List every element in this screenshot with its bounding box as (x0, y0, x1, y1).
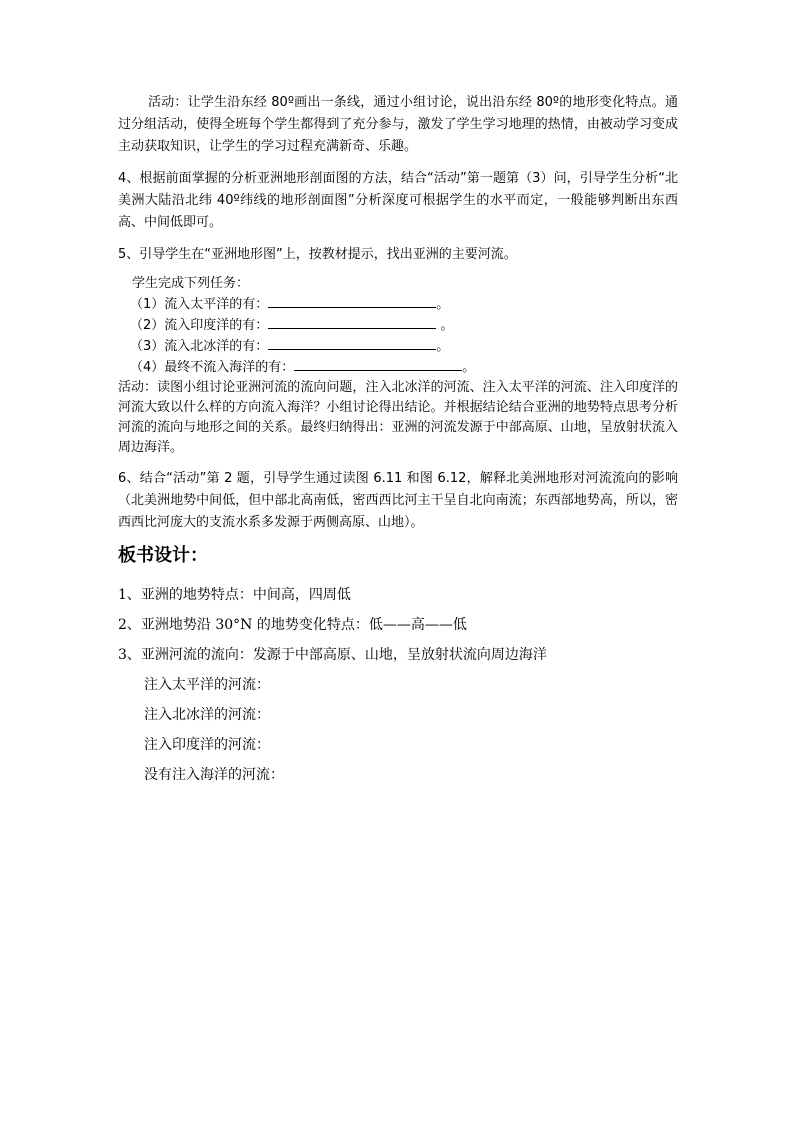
board-design-heading: 板书设计： (118, 545, 208, 566)
task-label: （4）最终不流入海洋的有： (130, 360, 295, 375)
task-label: （1）流入太平洋的有： (130, 297, 269, 312)
task-end: 。 (436, 297, 450, 312)
document-page (118, 92, 678, 790)
task-label: （2）流入印度洋的有： (130, 318, 269, 333)
task-end: 。 (462, 360, 476, 375)
board-line-2: 2、亚洲地势沿 30°N 的地势变化特点：低——高——低 (118, 617, 467, 633)
answer-blank[interactable] (294, 357, 462, 371)
task-item-indian (130, 315, 678, 336)
tasks-intro-text: 学生完成下列任务： (132, 276, 250, 291)
task-item-arctic (130, 336, 678, 357)
board-design-content (118, 580, 678, 790)
answer-blank[interactable] (268, 294, 436, 308)
task-list (130, 274, 678, 378)
activity-rivers-paragraph: 活动：读图小组讨论亚洲河流的流向问题，注入北冰洋的河流、注入太平洋的河流、注入印度洋的河流大致以什么样的方向流入海洋？小组讨论得出结论。并根据结论结合亚洲的地势特点思考分析河流的流向与地形之间的关系。最终归纳得出：亚洲的河流发源于中部高原、山地，呈放射状流入周边海洋。 (118, 380, 678, 455)
board-sub-inland: 没有注入海洋的河流： (144, 767, 284, 783)
board-sub-arctic: 注入北冰洋的河流： (144, 707, 270, 723)
item-5-paragraph: 5、引导学生在“亚洲地形图”上，按教材提示，找出亚洲的主要河流。 (118, 247, 517, 262)
board-line-3: 3、亚洲河流的流向：发源于中部高原、山地，呈放射状流向周边海洋 (118, 647, 547, 663)
board-line-1: 1、亚洲的地势特点：中间高，四周低 (118, 587, 351, 603)
task-end: 。 (436, 318, 454, 333)
task-item-inland (130, 357, 678, 378)
answer-blank[interactable] (268, 336, 436, 350)
board-sub-indian: 注入印度洋的河流： (144, 737, 270, 753)
tasks-intro (130, 274, 678, 294)
activity-80-paragraph: 活动：让学生沿东经 80º画出一条线，通过小组讨论，说出沿东经 80º的地形变化特点。通过分组活动，使得全班每个学生都得到了充分参与，激发了学生学习地理的热情，由被动学习变成主动获取知识，让学生的学习过程充满新奇、乐趣。 (118, 95, 678, 154)
item-4-paragraph: 4、根据前面掌握的分析亚洲地形剖面图的方法，结合“活动”第一题第（3）问，引导学生分析“北美洲大陆沿北纬 40º纬线的地形剖面图”分析深度可根据学生的水平而定，一般能够判断出东西高、中间低即可。 (118, 171, 678, 230)
item-6-paragraph: 6、结合“活动”第 2 题，引导学生通过读图 6.11 和图 6.12，解释北美洲地形对河流流向的影响（北美洲地势中间低，但中部北高南低，密西西比河主干呈自北向南流；东西部地势高，所以，密西西比河庞大的支流水系多发源于两侧高原、山地）。 (118, 471, 678, 530)
answer-blank[interactable] (268, 315, 436, 329)
board-sub-pacific: 注入太平洋的河流： (144, 677, 270, 693)
task-item-pacific (130, 294, 678, 315)
task-end: 。 (436, 339, 450, 354)
task-label: （3）流入北冰洋的有： (130, 339, 269, 354)
